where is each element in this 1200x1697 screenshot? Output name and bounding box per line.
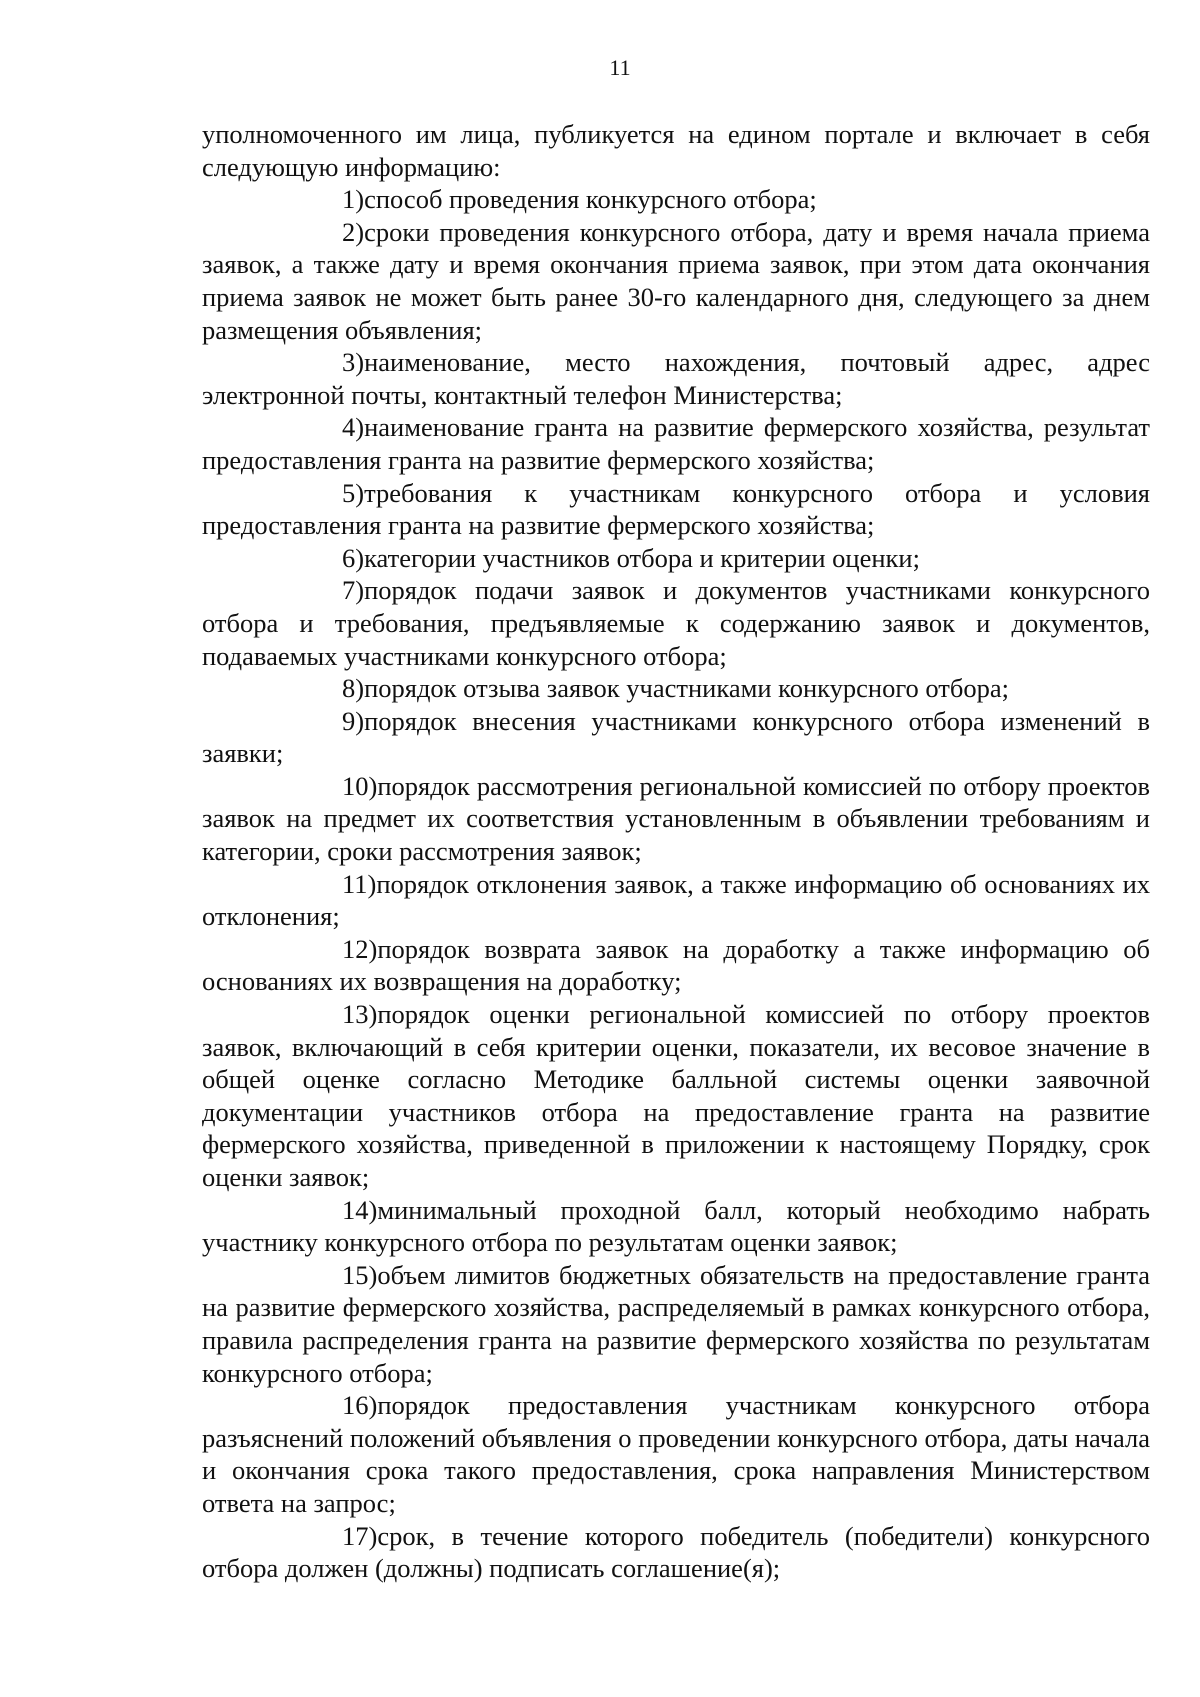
list-item <box>202 705 1150 770</box>
list-item-text: наименование гранта на развитие фермерского хозяйства, результат предоставления гранта на развитие фермерского хозяйства; <box>202 412 1150 475</box>
list-item-text: способ проведения конкурсного отбора; <box>364 184 817 215</box>
list-item-number: 16) <box>342 1390 378 1421</box>
list-item <box>202 1194 1150 1259</box>
list-item-text: порядок внесения участниками конкурсного отбора изменений в заявки; <box>202 705 1150 769</box>
list-item-number: 4) <box>342 412 365 443</box>
list-item-text: порядок возврата заявок на доработку а также информацию об основаниях их возвращения на доработку; <box>202 933 1150 997</box>
numbered-list <box>202 183 1150 1585</box>
list-item-number: 5) <box>342 477 365 508</box>
list-item-text: порядок оценки региональной комиссией по отбору проектов заявок, включающий в себя критерии оценки, показатели, их весовое значение в общей оценке согласно Методике балльной системы оценки заявочной документации участников отбора на предоставление гранта на развитие фермерского хозяйства, приведенной в приложении к настоящему Порядку, срок оценки заявок; <box>202 999 1150 1192</box>
list-item <box>202 574 1150 672</box>
list-item <box>202 770 1150 868</box>
list-item-text: сроки проведения конкурсного отбора, дату и время начала приема заявок, а также дату и время окончания приема заявок, при этом дата окончания приема заявок не может быть ранее 30-го календарного дня, следующего за днем размещения объявления; <box>202 216 1150 345</box>
list-item-number: 2) <box>342 216 365 247</box>
list-item-number: 6) <box>342 542 365 573</box>
list-item-number: 14) <box>342 1194 378 1225</box>
page-number: 11 <box>609 55 631 80</box>
list-item-text: порядок отзыва заявок участниками конкурсного отбора; <box>364 673 1009 704</box>
intro-paragraph: уполномоченного им лица, публикуется на едином портале и включает в себя следующую информацию: <box>202 119 1150 182</box>
list-item-number: 15) <box>342 1259 378 1290</box>
list-item <box>202 868 1150 933</box>
list-item-text: объем лимитов бюджетных обязательств на предоставление гранта на развитие фермерского хозяйства, распределяемый в рамках конкурсного отбора, правила распределения гранта на развитие фермерского хозяйства по результатам конкурсного отбора; <box>202 1259 1150 1388</box>
list-item <box>202 216 1150 346</box>
list-item-number: 8) <box>342 673 365 704</box>
list-item-text: порядок рассмотрения региональной комиссией по отбору проектов заявок на предмет их соответствия установленным в объявлении требованиям и категории, сроки рассмотрения заявок; <box>202 770 1150 867</box>
list-item <box>202 998 1150 1194</box>
list-item-number: 13) <box>342 999 378 1030</box>
list-item <box>202 477 1150 542</box>
list-item <box>202 672 1150 705</box>
list-item-text: категории участников отбора и критерии оценки; <box>364 542 920 573</box>
list-item <box>202 542 1150 575</box>
list-item-text: порядок подачи заявок и документов участниками конкурсного отбора и требования, предъявляемые к содержанию заявок и документов, подаваемых участниками конкурсного отбора; <box>202 575 1150 671</box>
list-item <box>202 933 1150 998</box>
list-item-number: 9) <box>342 705 365 736</box>
list-item <box>202 183 1150 216</box>
list-item-text: срок, в течение которого победитель (победители) конкурсного отбора должен (должны) подписать соглашение(я); <box>202 1520 1150 1584</box>
list-item-number: 17) <box>342 1520 378 1551</box>
list-item <box>202 1259 1150 1389</box>
list-item-text: порядок предоставления участникам конкурсного отбора разъяснений положений объявления о проведении конкурсного отбора, даты начала и окончания срока такого предоставления, срока направления Министерством ответа на запрос; <box>202 1390 1150 1518</box>
list-item-number: 10) <box>342 770 378 801</box>
list-item-number: 1) <box>342 184 365 215</box>
list-item-number: 11) <box>342 868 377 899</box>
list-item <box>202 1389 1150 1519</box>
list-item-text: требования к участникам конкурсного отбора и условия предоставления гранта на развитие фермерского хозяйства; <box>202 477 1150 541</box>
list-item <box>202 411 1150 476</box>
document-body <box>202 118 1150 1585</box>
list-item <box>202 346 1150 411</box>
list-item-text: минимальный проходной балл, который необходимо набрать участнику конкурсного отбора по результатам оценки заявок; <box>202 1194 1150 1258</box>
list-item-text: порядок отклонения заявок, а также информацию об основаниях их отклонения; <box>202 868 1150 932</box>
list-item-number: 7) <box>342 575 365 606</box>
list-item <box>202 1520 1150 1585</box>
list-item-number: 3) <box>342 347 365 378</box>
list-item-text: наименование, место нахождения, почтовый адрес, адрес электронной почты, контактный телефон Министерства; <box>202 347 1150 410</box>
list-item-number: 12) <box>342 933 378 964</box>
